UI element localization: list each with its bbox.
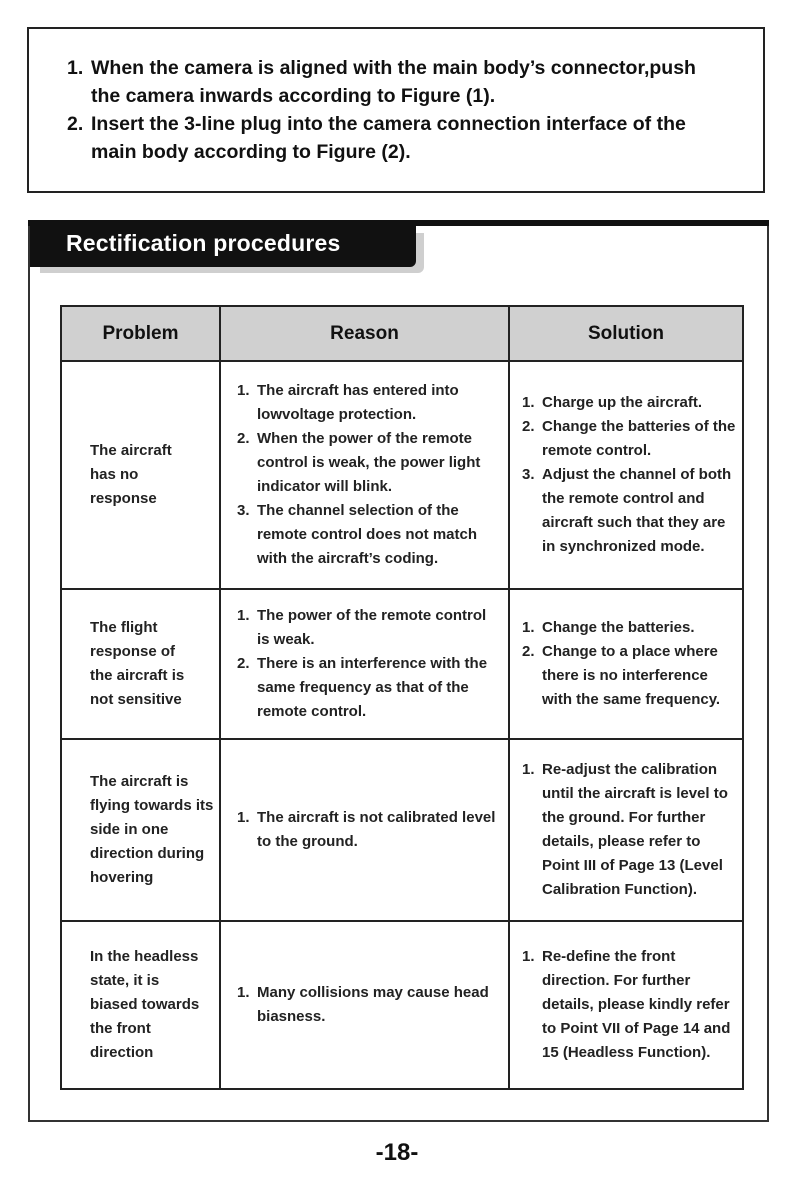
instruction-item: 1. When the camera is aligned with the main body’s connector,push the camera inwards according to Figure (1). — [67, 57, 696, 107]
page-number: -18- — [375, 1139, 419, 1166]
list-item: 3. The channel selection of the remote control does not match with the aircraft’s coding. — [237, 502, 478, 567]
problem-cell: The aircraft has no response — [61, 361, 220, 589]
list-item: 1. Re-adjust the calibration until the aircraft is level to the ground. For further details, please refer to Point III of Page 13 (Level Calibration Function). — [522, 761, 728, 898]
camera-instructions-box — [27, 27, 765, 193]
instruction-item: 2. Insert the 3-line plug into the camera connection interface of the main body according to Figure (2). — [67, 113, 686, 163]
section-title: Rectification procedures — [66, 230, 341, 256]
list-item: 3. Adjust the channel of both the remote control and aircraft such that they are in synchronized mode. — [522, 466, 732, 555]
table-row — [61, 361, 743, 589]
list-item: 1. The power of the remote control is weak. — [237, 607, 487, 648]
list-item: 1. Re-define the front direction. For further details, please kindly refer to Point VII of Page 14 and 15 (Headless Function). — [522, 948, 731, 1061]
list-item: 1. Charge up the aircraft. — [522, 394, 703, 411]
reason-cell — [220, 589, 509, 739]
header-solution: Solution — [509, 306, 743, 361]
table-row — [61, 739, 743, 921]
problem-cell: In the headless state, it is biased towards the front direction — [61, 921, 220, 1089]
reason-cell — [220, 361, 509, 589]
list-item: 2. When the power of the remote control is weak, the power light indicator will blink. — [237, 430, 481, 495]
solution-cell — [509, 589, 743, 739]
solution-cell — [509, 921, 743, 1089]
header-reason: Reason — [220, 306, 509, 361]
instruction-text: When the camera is aligned with the main body’s connector,push the camera inwards according to Figure (1). — [91, 57, 696, 107]
section-header — [30, 224, 416, 267]
table-row — [61, 589, 743, 739]
problem-cell: The aircraft is flying towards its side in one direction during hovering — [61, 739, 220, 921]
list-item: 2. Change to a place where there is no interference with the same frequency. — [522, 643, 721, 708]
reason-cell — [220, 739, 509, 921]
list-item: 1. Change the batteries. — [522, 619, 695, 636]
troubleshooting-table — [60, 305, 744, 1090]
table-row — [61, 921, 743, 1089]
solution-cell — [509, 361, 743, 589]
table-header-row — [61, 306, 743, 361]
solution-cell — [509, 739, 743, 921]
list-item: 2. There is an interference with the same frequency as that of the remote control. — [237, 655, 488, 720]
list-item: 1. Many collisions may cause head biasness. — [237, 984, 489, 1025]
instruction-text: Insert the 3-line plug into the camera connection interface of the main body according to Figure (2). — [91, 113, 686, 163]
list-item: 1. The aircraft is not calibrated level to the ground. — [237, 809, 496, 850]
list-item: 2. Change the batteries of the remote control. — [522, 418, 736, 459]
header-problem: Problem — [61, 306, 220, 361]
list-item: 1. The aircraft has entered into lowvoltage protection. — [237, 382, 459, 423]
reason-cell — [220, 921, 509, 1089]
instruction-list — [67, 54, 727, 166]
problem-cell: The flight response of the aircraft is not sensitive — [61, 589, 220, 739]
